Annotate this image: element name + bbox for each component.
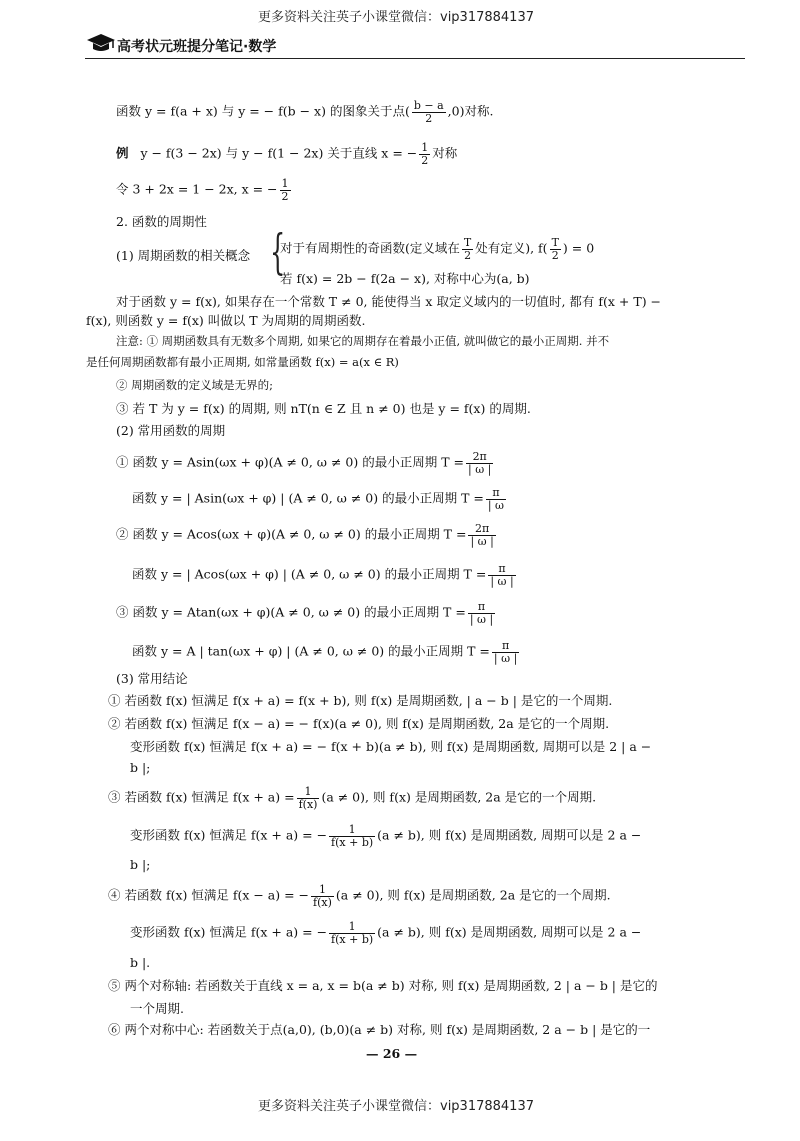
conclusion-3-variant: 变形函数 f(x) 恒满足 f(x + a) = − $\frac{1}{f(x + b)}$ (a ≠ b), 则 f(x) 是周期函数, 周期可以是 2 a − <box>130 823 642 849</box>
brace: { <box>270 224 286 280</box>
note-2: ② 周期函数的定义域是无界的; <box>116 378 274 392</box>
example-line: 例 y − f(3 − 2x) 与 y − f(1 − 2x) 关于直线 x = − $\frac{1}{2}$ 对称 <box>116 141 458 167</box>
graduation-cap-icon <box>86 32 116 58</box>
concept-line-2: 若 f(x) = 2b − f(2a − x), 对称中心为(a, b) <box>280 271 530 286</box>
conclusion-3: ③ 若函数 f(x) 恒满足 f(x + a) = $\frac{1}{f(x)}$ (a ≠ 0), 则 f(x) 是周期函数, 2a 是它的一个周期. <box>108 785 597 811</box>
conclusion-2-variant-a: 变形函数 f(x) 恒满足 f(x + a) = − f(x + b)(a ≠ b), 则 f(x) 是周期函数, 周期可以是 2 | a − <box>130 739 652 754</box>
conclusion-2-variant-b: b |; <box>130 760 151 775</box>
watermark-top: 更多资料关注英子小课堂微信：vip317884137 <box>258 10 534 25</box>
page-number: — 26 — <box>366 1046 418 1061</box>
conclusion-6: ⑥ 两个对称中心: 若函数关于点(a,0), (b,0)(a ≠ b) 对称, 则 f(x) 是周期函数, 2 a − b | 是它的一 <box>108 1022 651 1037</box>
common-period-3: ② 函数 y = Acos(ωx + φ)(A ≠ 0, ω ≠ 0) 的最小正周期 T = $\frac{2\pi}{| \omega |}$ <box>116 522 494 548</box>
common-period-5: ③ 函数 y = Atan(ωx + φ)(A ≠ 0, ω ≠ 0) 的最小正周期 T = $\frac{\pi}{| \omega |}$ <box>116 600 494 626</box>
conclusion-1: ① 若函数 f(x) 恒满足 f(x + a) = f(x + b), 则 f(x) 是周期函数, | a − b | 是它的一个周期. <box>108 693 613 708</box>
conclusion-4-variant: 变形函数 f(x) 恒满足 f(x + a) = − $\frac{1}{f(x + b)}$ (a ≠ b), 则 f(x) 是周期函数, 周期可以是 2 a − <box>130 920 642 946</box>
common-period-4: 函数 y = | Acos(ωx + φ) | (A ≠ 0, ω ≠ 0) 的最小正周期 T = $\frac{\pi}{| \omega |}$ <box>132 562 514 588</box>
header-title: 高考状元班提分笔记·数学 <box>117 39 277 55</box>
common-period-6: 函数 y = A | tan(ωx + φ) | (A ≠ 0, ω ≠ 0) 的最小正周期 T = $\frac{\pi}{| \omega |}$ <box>132 639 518 665</box>
conclusion-4: ④ 若函数 f(x) 恒满足 f(x − a) = − $\frac{1}{f(x)}$ (a ≠ 0), 则 f(x) 是周期函数, 2a 是它的一个周期. <box>108 883 611 909</box>
section-title-periodicity: 2. 函数的周期性 <box>116 214 207 229</box>
header-rule <box>85 58 745 59</box>
symmetry-line: 函数 y = f(a + x) 与 y = − f(b − x) 的图象关于点( $\frac{b - a}{2}$ ,0)对称. <box>116 99 494 125</box>
let-line: 令 3 + 2x = 1 − 2x, x = − $\frac{1}{2}$ <box>116 177 289 203</box>
note-3: ③ 若 T 为 y = f(x) 的周期, 则 nT(n ∈ Z 且 n ≠ 0) 也是 y = f(x) 的周期. <box>116 401 531 416</box>
common-period-2: 函数 y = | Asin(ωx + φ) | (A ≠ 0, ω ≠ 0) 的最小正周期 T = $\frac{\pi}{| \omega}$ <box>132 486 505 512</box>
conclusion-4-variant-tail: b |. <box>130 955 151 970</box>
conclusion-3-variant-tail: b |; <box>130 857 151 872</box>
watermark-bottom: 更多资料关注英子小课堂微信：vip317884137 <box>258 1099 534 1114</box>
definition-line-2: f(x), 则函数 y = f(x) 叫做以 T 为周期的周期函数. <box>86 313 366 328</box>
conclusion-2: ② 若函数 f(x) 恒满足 f(x − a) = − f(x)(a ≠ 0), 则 f(x) 是周期函数, 2a 是它的一个周期. <box>108 716 610 731</box>
common-period-1: ① 函数 y = Asin(ωx + φ)(A ≠ 0, ω ≠ 0) 的最小正周期 T = $\frac{2\pi}{| \omega |}$ <box>116 450 492 476</box>
conclusion-5b: 一个周期. <box>130 1001 184 1016</box>
note-1b: 是任何周期函数都有最小正周期, 如常量函数 f(x) = a(x ∈ R) <box>86 355 399 369</box>
conclusion-5a: ⑤ 两个对称轴: 若函数关于直线 x = a, x = b(a ≠ b) 对称, 则 f(x) 是周期函数, 2 | a − b | 是它的 <box>108 978 658 993</box>
conclusions-title: (3) 常用结论 <box>116 671 188 686</box>
concept-line-1: 对于有周期性的奇函数(定义域在 $\frac{T}{2}$ 处有定义), f( $\frac{T}{2}$ ) = 0 <box>280 236 595 262</box>
note-1a: 注意: ① 周期函数具有无数多个周期, 如果它的周期存在着最小正值, 就叫做它的最小正周期. 并不 <box>116 334 610 348</box>
concept-label: (1) 周期函数的相关概念 <box>116 248 251 263</box>
common-title: (2) 常用函数的周期 <box>116 423 226 438</box>
definition-line-1: 对于函数 y = f(x), 如果存在一个常数 T ≠ 0, 能使得当 x 取定义域内的一切值时, 都有 f(x + T) − <box>116 294 662 309</box>
